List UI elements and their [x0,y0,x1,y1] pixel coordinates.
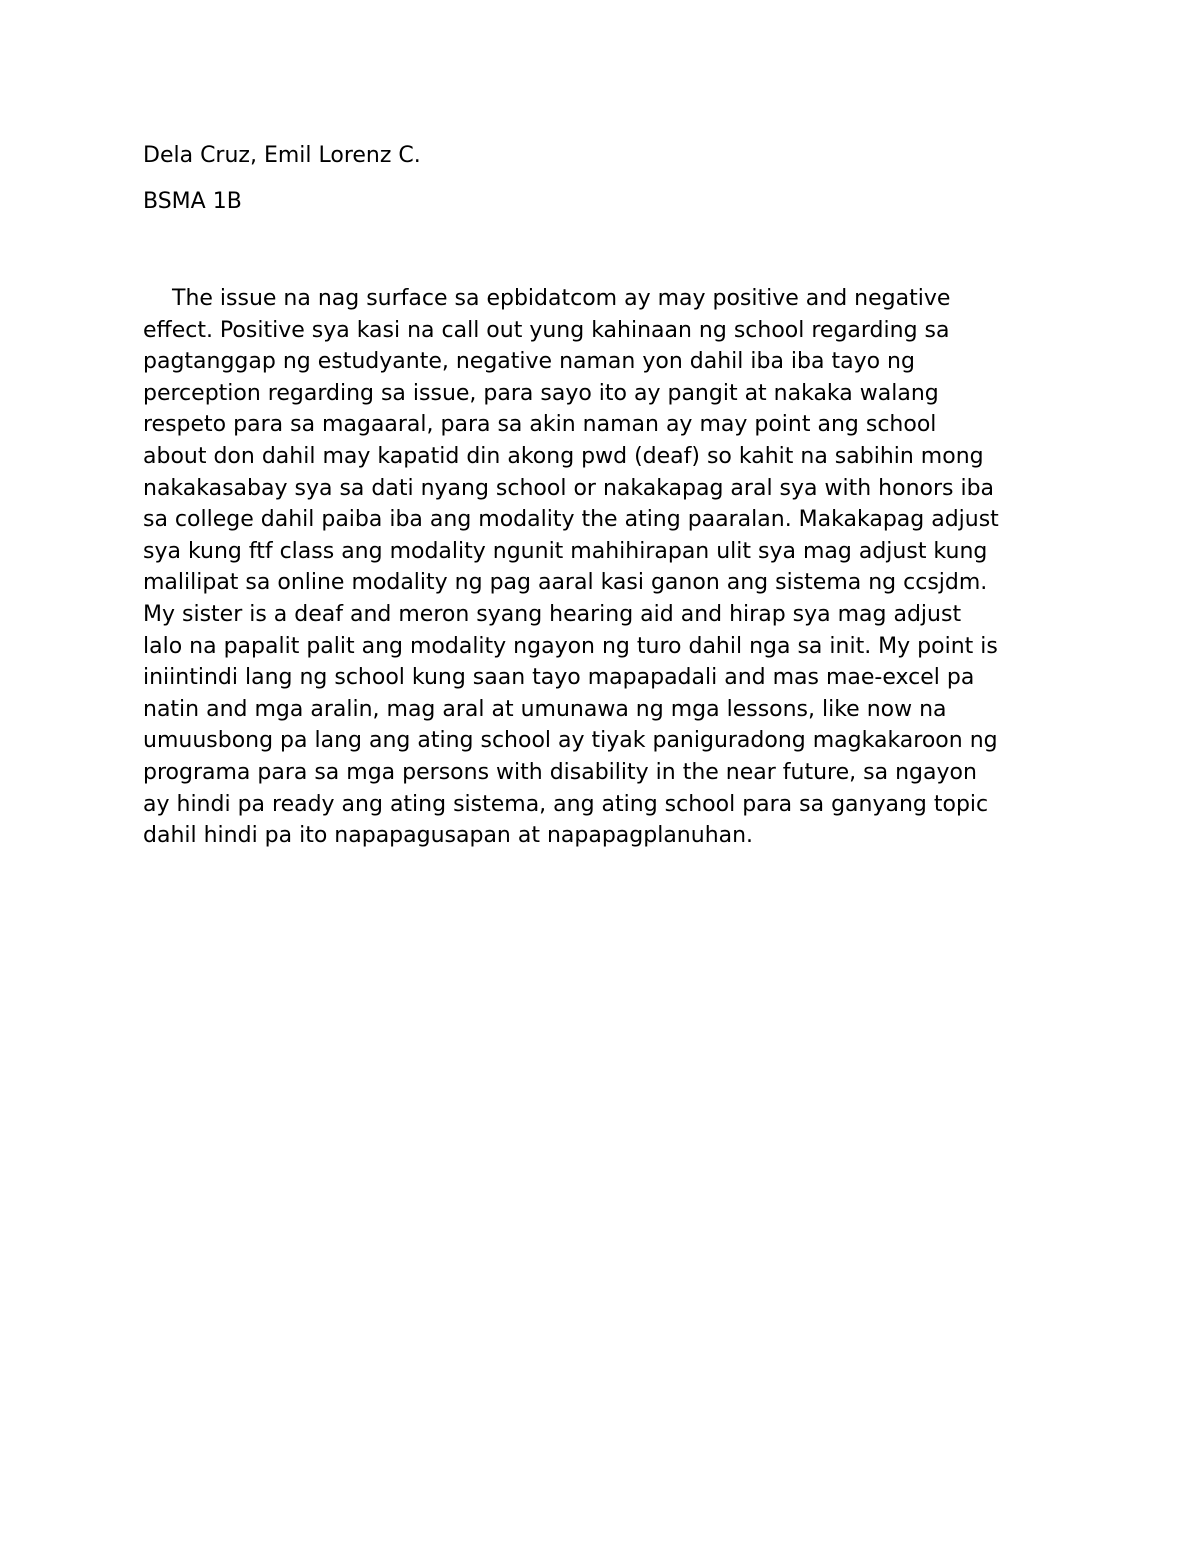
essay-paragraph [143,283,1083,852]
paragraph-line: nakakasabay sya sa dati nyang school or nakakapag aral sya with honors iba [143,475,995,501]
paragraph-line: about don dahil may kapatid din akong pwd (deaf) so kahit na sabihin mong [143,443,984,469]
paragraph-line: natin and mga aralin, mag aral at umunawa ng mga lessons, like now na [143,696,947,722]
student-section: BSMA 1B [143,189,242,214]
paragraph-line: My sister is a deaf and meron syang hearing aid and hirap sya mag adjust [143,601,962,627]
paragraph-line: effect. Positive sya kasi na call out yung kahinaan ng school regarding sa [143,317,950,343]
paragraph-line: malilipat sa online modality ng pag aaral kasi ganon ang sistema ng ccsjdm. [143,570,988,596]
paragraph-line: perception regarding sa issue, para sayo ito ay pangit at nakaka walang [143,380,939,406]
document-content [143,140,1083,849]
paragraph-line: sya kung ftf class ang modality ngunit mahihirapan ulit sya mag adjust kung [143,538,988,564]
paragraph-line: dahil hindi pa ito napapagusapan at napapagplanuhan. [143,823,754,849]
paragraph-line: ay hindi pa ready ang ating sistema, ang ating school para sa ganyang topic [143,791,989,817]
paragraph-line: iniintindi lang ng school kung saan tayo mapapadali and mas mae-excel pa [143,665,975,691]
paragraph-line: umuusbong pa lang ang ating school ay tiyak paniguradong magkakaroon ng [143,728,998,754]
paragraph-line: respeto para sa magaaral, para sa akin naman ay may point ang school [143,412,937,438]
paragraph-line: pagtanggap ng estudyante, negative naman yon dahil iba iba tayo ng [143,349,915,375]
paragraph-line: The issue na nag surface sa epbidatcom ay may positive and negative [172,286,951,311]
paragraph-line: lalo na papalit palit ang modality ngayon ng turo dahil nga sa init. My point is [143,633,998,659]
paragraph-line: programa para sa mga persons with disability in the near future, sa ngayon [143,759,977,785]
student-name: Dela Cruz, Emil Lorenz C. [143,143,421,168]
paragraph-line: sa college dahil paiba iba ang modality the ating paaralan. Makakapag adjust [143,507,999,533]
